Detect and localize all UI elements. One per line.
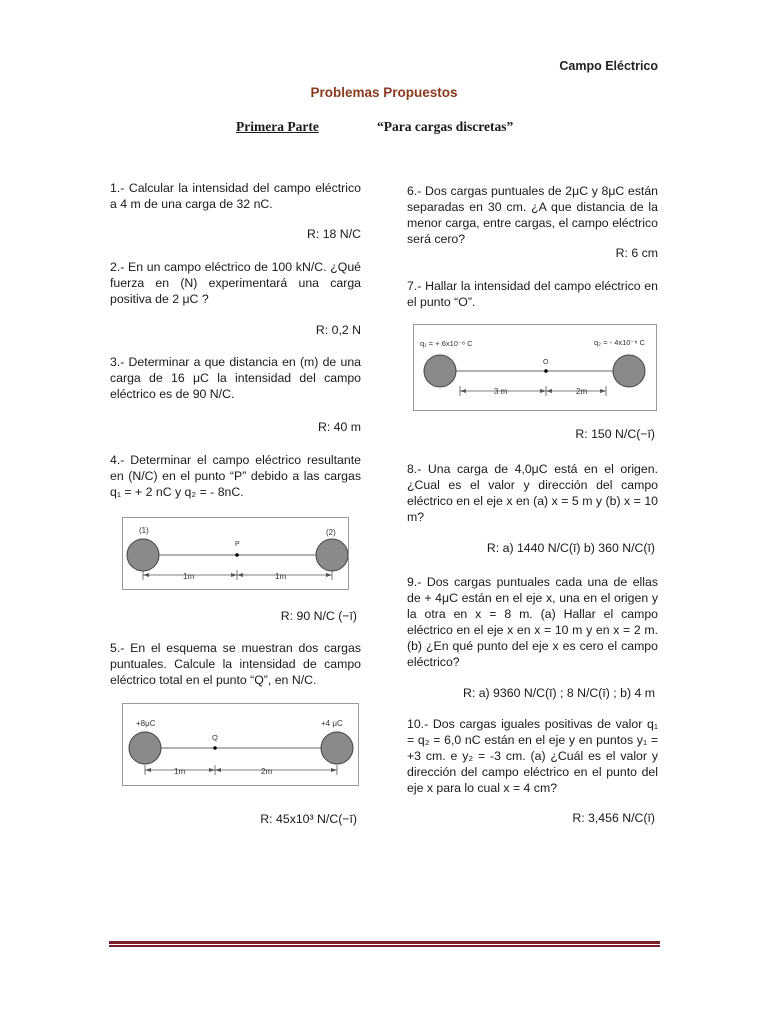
fig4-left-label: (1) xyxy=(139,526,149,535)
problem-5-answer: R: 45x10³ N/C(−ī) xyxy=(260,812,357,826)
fig4-point-label: P xyxy=(235,541,240,548)
header-section-title: Campo Eléctrico xyxy=(559,59,658,73)
fig5-point-label: Q xyxy=(212,733,218,742)
problem-5-figure xyxy=(122,703,359,786)
charge-2 xyxy=(316,539,348,571)
problem-10-text: 10.- Dos cargas iguales positivas de valor q₁ = q₂ = 6,0 nC están en el eje y en puntos y₁ = +3 cm. e y₂ = -3 cm. (a) ¿Cuál es el valor y dirección del campo eléctrico en el punto del eje x para lo cual x = 4 cm? xyxy=(407,717,658,795)
point-p xyxy=(235,553,239,557)
problem-8-text: 8.- Una carga de 4,0μC está en el origen. ¿Cual es el valor y dirección del campo eléctrico en el eje x en (a) x = 5 m y (b) x = 10 m? xyxy=(407,462,658,524)
fig4-dist-right: 1m xyxy=(275,572,287,581)
charge-4uc xyxy=(321,732,353,764)
page-title: Problemas Propuestos xyxy=(310,85,458,100)
charge-q2 xyxy=(613,355,645,387)
fig5-dist-right: 2m xyxy=(261,767,273,776)
problem-3-answer: R: 40 m xyxy=(317,420,361,434)
problem-2-answer: R: 0,2 N xyxy=(315,323,361,337)
fig5-left-label: +8μC xyxy=(136,719,156,728)
charge-q1 xyxy=(424,355,456,387)
fig4-dist-left: 1m xyxy=(183,572,195,581)
fig7-left-label: q₁ = + 6x10⁻⁸ C xyxy=(420,339,473,348)
point-o xyxy=(544,369,548,373)
problem-10-answer: R: 3,456 N/C(ī) xyxy=(572,811,655,825)
problem-3-text: 3.- Determinar a que distancia en (m) de una carga de 16 μC la intensidad del campo eléctrico es de 90 N/C. xyxy=(110,355,361,401)
problem-5-text: 5.- En el esquema se muestran dos cargas puntuales. Calcule la intensidad de campo eléctrico total en el punto “Q”, en N/C. xyxy=(110,641,361,687)
fig5-right-label: +4 μC xyxy=(321,719,343,728)
fig7-point-label: O xyxy=(543,359,549,366)
problem-1-text: 1.- Calcular la intensidad del campo eléctrico a 4 m de una carga de 32 nC. xyxy=(110,181,361,211)
problem-9-answer: R: a) 9360 N/C(ī) ; 8 N/C(ī) ; b) 4 m xyxy=(462,686,655,700)
problem-9-text: 9.- Dos cargas puntuales cada una de ellas de + 4μC están en el eje x, una en el origen y la otra en x = 8 m. (a) Hallar el campo eléctrico en el eje x en x = 10 m y en x = 2 m. (b) ¿En qué punto del eje x es cero el campo eléctrico? xyxy=(407,575,658,669)
charge-8uc xyxy=(129,732,161,764)
subtitle-part: Primera Parte xyxy=(236,119,319,134)
problem-8-answer: R: a) 1440 N/C(ī) b) 360 N/C(ī) xyxy=(486,541,655,555)
fig7-right-label: q₂ = - 4x10⁻⁸ C xyxy=(594,338,646,347)
point-q xyxy=(213,746,217,750)
problem-6-text: 6.- Dos cargas puntuales de 2μC y 8μC están separadas en 30 cm. ¿A que distancia de la menor carga, entre cargas, el campo eléctrico será cero? xyxy=(407,184,658,246)
fig7-dist-right: 2m xyxy=(576,387,588,396)
problem-4-figure xyxy=(122,517,349,590)
problem-4-text: 4.- Determinar el campo eléctrico resultante en (N/C) en el punto “P” debido a las cargas q₁ = + 2 nC y q₂ = - 8nC. xyxy=(110,453,361,499)
problem-2-text: 2.- En un campo eléctrico de 100 kN/C. ¿Qué fuerza en (N) experimentará una carga positiva de 2 μC ? xyxy=(110,260,361,306)
fig5-dist-left: 1m xyxy=(174,767,186,776)
charge-1 xyxy=(127,539,159,571)
problem-7-figure xyxy=(413,324,657,411)
problem-4-answer: R: 90 N/C (−ī) xyxy=(280,609,357,623)
problem-1-answer: R: 18 N/C xyxy=(307,227,361,241)
fig7-dist-left: 3 m xyxy=(494,387,508,396)
problem-7-answer: R: 150 N/C(−ī) xyxy=(575,427,655,441)
footer-rule-thin xyxy=(109,945,660,947)
problem-7-text: 7.- Hallar la intensidad del campo eléctrico en el punto “O”. xyxy=(407,279,658,309)
fig4-right-label: (2) xyxy=(326,528,336,537)
subtitle-topic: “Para cargas discretas” xyxy=(377,119,514,134)
problem-6-answer: R: 6 cm xyxy=(615,246,658,260)
footer-rule xyxy=(109,941,660,944)
